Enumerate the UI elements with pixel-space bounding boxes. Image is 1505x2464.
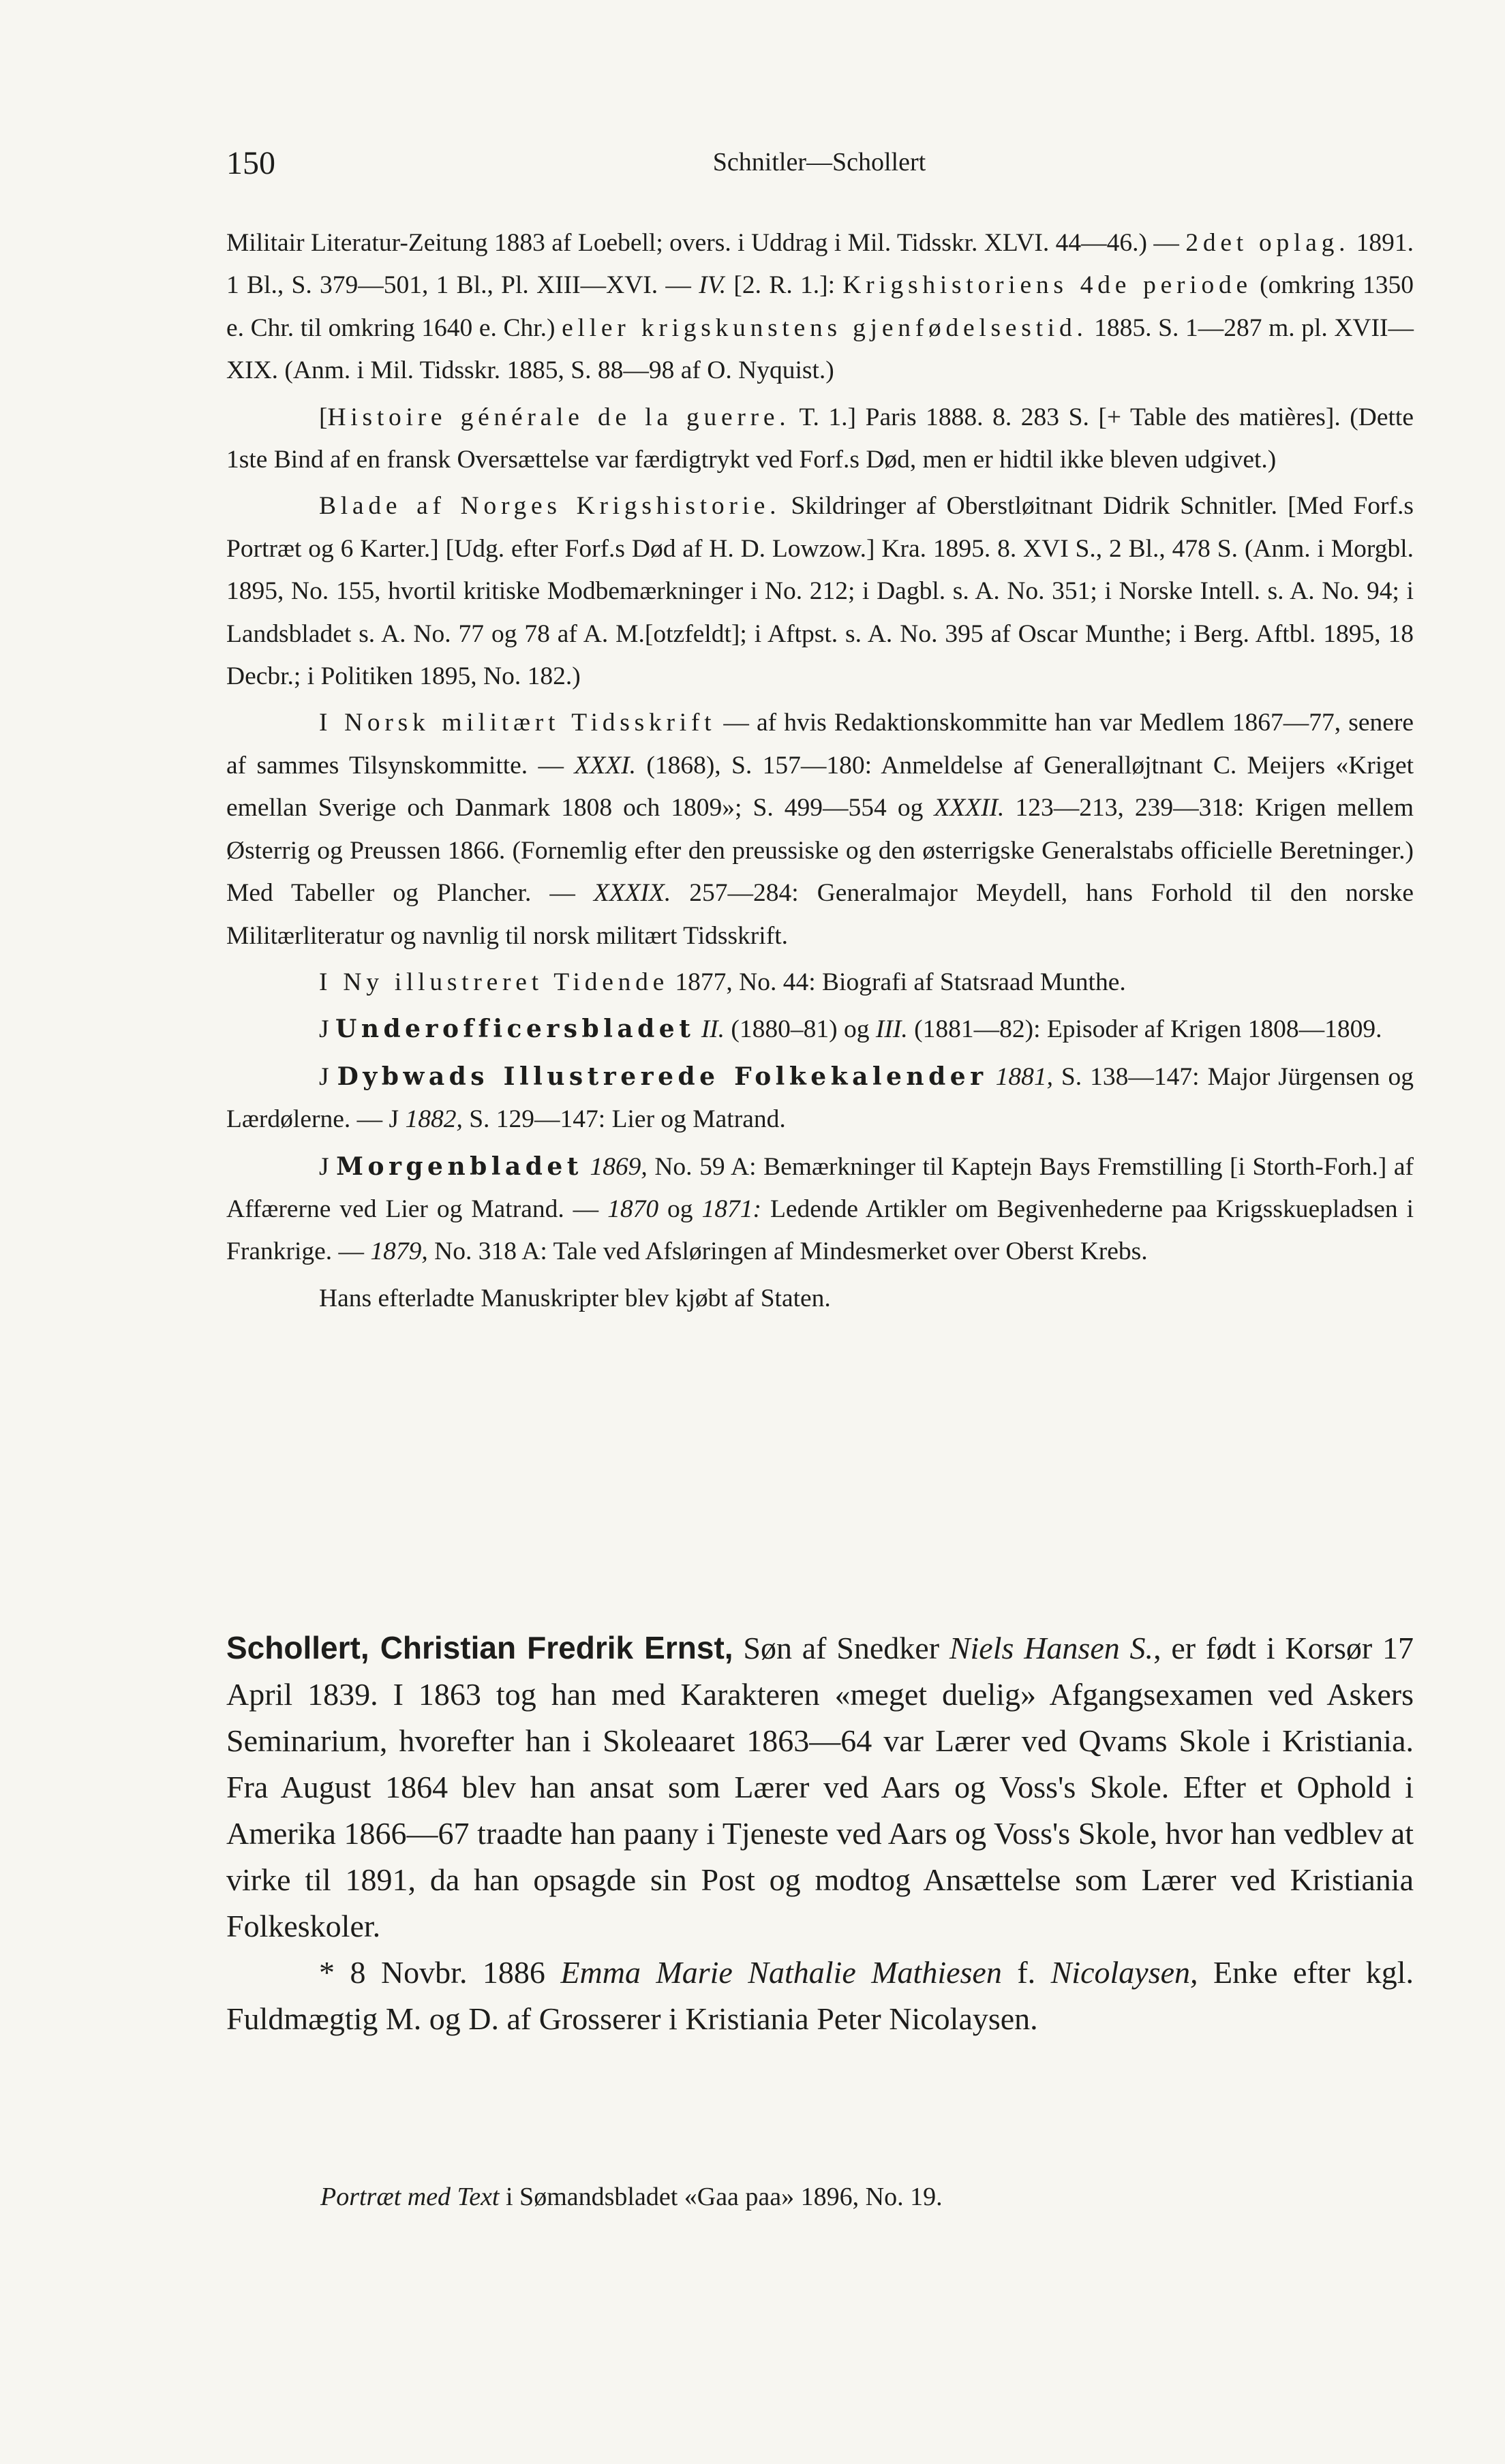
page-number: 150	[226, 145, 275, 181]
bib-paragraph-underofficersbladet: J Underofficersbladet II. (1880–81) og III. (1881—82): Episoder af Krigen 1808—1809.	[319, 1015, 1382, 1044]
bib-paragraph-krigshistorie: Militair Literatur-Zeitung 1883 af Loebell; overs. i Uddrag i Mil. Tidsskr. XLVI. 44—46.) — 2det oplag. 1891. 1 Bl., S. 379—501, 1 Bl., Pl. XIII—XVI. — IV. [2. R. 1.]: Krigshistoriens 4de periode (omkring 1350 e. Chr. til omkring 1640 e. Chr.) eller krigskunstens gjenfødelsestid. 1885. S. 1—287 m. pl. XVII—XIX. (Anm. i Mil. Tidsskr. 1885, S. 88—98 af O. Nyquist.)	[226, 229, 1414, 385]
entry-name: Schollert, Christian Fredrik Ernst,	[226, 1630, 733, 1665]
bib-paragraph-folkekalender: J Dybwads Illustrerede Folkekalender 1881, S. 138—147: Major Jürgensen og Lærdølerne. — J 1882, S. 129—147: Lier og Matrand.	[226, 1062, 1414, 1134]
bib-paragraph-manuskripter: Hans efterladte Manuskripter blev kjøbt af Staten.	[319, 1284, 831, 1312]
biography-paragraph: Schollert, Christian Fredrik Ernst, Søn af Snedker Niels Hansen S., er født i Korsør 17 April 1839. I 1863 tog han med Karakteren «meget duelig» Afgangsexamen ved Askers Seminarium, hvorefter han i Skoleaaret 1863—64 var Lærer ved Qvams Skole i Kristiania. Fra August 1864 blev han ansat som Lærer ved Aars og Voss's Skole. Efter et Ophold i Amerika 1866—67 traadte han paany i Tjeneste ved Aars og Voss's Skole, hvor han vedblev at virke til 1891, da han opsagde sin Post og modtog Ansættelse som Lærer ved Kristiania Folkeskoler.	[226, 1630, 1414, 1943]
schnitler-bibliography	[226, 222, 1414, 1320]
portrait-note: Portræt med Text i Sømandsbladet «Gaa paa» 1896, No. 19.	[320, 2183, 943, 2211]
bib-paragraph-tidsskrift: I Norsk militært Tidsskrift — af hvis Redaktionskommitte han var Medlem 1867—77, senere af sammes Tilsynskommitte. — XXXI. (1868), S. 157—180: Anmeldelse af Generalløjtnant C. Meijers «Kriget emellan Sverige och Danmark 1808 och 1809»; S. 499—554 og XXXII. 123—213, 239—318: Krigen mellem Østerrig og Preussen 1866. (Fornemlig efter den preussiske og den østerrigske Generalstabs officielle Beretninger.) Med Tabeller og Plancher. — XXXIX. 257—284: Generalmajor Meydell, hans Forhold til den norske Militærliteratur og navnlig til norsk militært Tidsskrift.	[226, 709, 1414, 950]
page-header	[226, 144, 1412, 185]
bib-paragraph-blade: Blade af Norges Krigshistorie. Skildringer af Oberstløitnant Didrik Schnitler. [Med Forf.s Portræt og 6 Karter.] [Udg. efter Forf.s Død af H. D. Lowzow.] Kra. 1895. 8. XVI S., 2 Bl., 478 S. (Anm. i Morgbl. 1895, No. 155, hvortil kritiske Modbemærkninger i No. 212; i Dagbl. s. A. No. 351; i Norske Intell. s. A. No. 94; i Landsbladet s. A. No. 77 og 78 af A. M.[otzfeldt]; i Aftpst. s. A. No. 395 af Oscar Munthe; i Berg. Aftbl. 1895, 18 Decbr.; i Politiken 1895, No. 182.)	[226, 492, 1414, 691]
bib-paragraph-histoire: [Histoire générale de la guerre. T. 1.] Paris 1888. 8. 283 S. [+ Table des matières]. (Dette 1ste Bind af en fransk Oversættelse var færdigtrykt ved Forf.s Død, men er hidtil ikke bleven udgivet.)	[226, 403, 1414, 474]
marriage-paragraph: * 8 Novbr. 1886 Emma Marie Nathalie Mathiesen f. Nicolaysen, Enke efter kgl. Fuldmægtig M. og D. af Grosserer i Kristiania Peter Nicolaysen.	[226, 1955, 1414, 2036]
bib-paragraph-morgenbladet: J Morgenbladet 1869, No. 59 A: Bemærkninger til Kaptejn Bays Fremstilling [i Storth-Forh.] af Affærerne ved Lier og Matrand. — 1870 og 1871: Ledende Artikler om Begivenhederne paa Krigsskuepladsen i Frankrige. — 1879, No. 318 A: Tale ved Afsløringen af Mindesmerket over Oberst Krebs.	[226, 1152, 1414, 1266]
schollert-entry	[226, 1624, 1414, 2042]
bib-paragraph-ny-illustreret: I Ny illustreret Tidende 1877, No. 44: Biografi af Statsraad Munthe.	[319, 968, 1126, 996]
running-head: Schnitler—Schollert	[712, 148, 926, 176]
